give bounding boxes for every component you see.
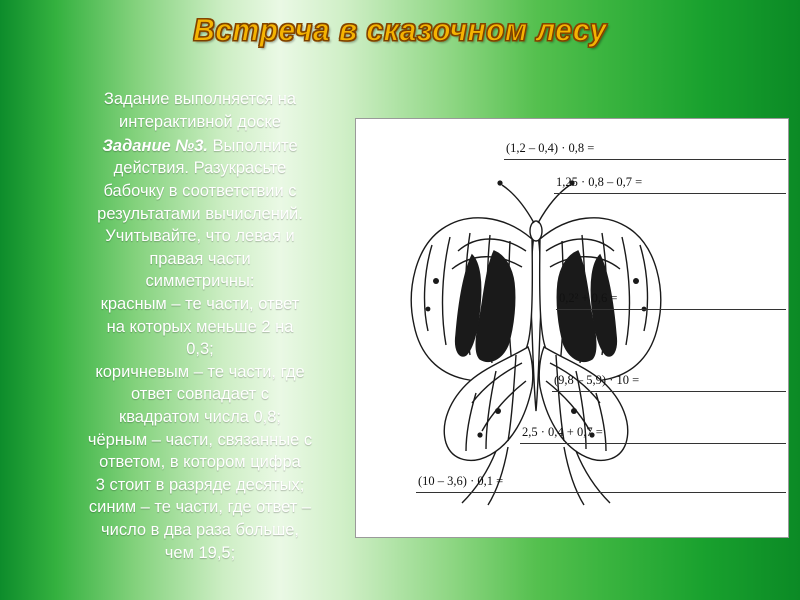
instruction-line-14: квадратом числа 0,8; bbox=[118, 408, 282, 427]
instruction-line-7: правая части bbox=[149, 249, 251, 268]
butterfly-figure bbox=[355, 118, 789, 538]
instruction-line-16: ответом, в котором цифра bbox=[99, 453, 301, 472]
instruction-line-2: интерактивной доске bbox=[119, 112, 281, 131]
task-heading bbox=[55, 135, 345, 157]
instruction-line-10: на которых меньше 2 на bbox=[106, 317, 294, 336]
instruction-line-13: ответ совпадает с bbox=[130, 385, 270, 404]
expression-2-rule bbox=[554, 193, 786, 194]
expression-6: (10 – 3,6) · 0,1 = bbox=[418, 474, 504, 488]
instruction-line-17: 3 стоит в разряде десятых; bbox=[95, 475, 305, 494]
expression-4-rule bbox=[552, 391, 786, 392]
expression-2: 1,25 · 0,8 – 0,7 = bbox=[556, 175, 643, 189]
instruction-line-6: Учитывайте, что левая и bbox=[105, 227, 295, 246]
instructions-text bbox=[55, 88, 345, 564]
instruction-line-12: коричневым – те части, где bbox=[95, 362, 305, 381]
instruction-line-5: результатами вычислений. bbox=[97, 204, 303, 223]
title-area bbox=[0, 14, 800, 48]
task-text: Выполните bbox=[207, 136, 298, 155]
instruction-line-1: Задание выполняется на bbox=[103, 90, 297, 108]
instruction-line-20: чем 19,5; bbox=[164, 543, 236, 562]
expression-5: 2,5 · 0,4 + 0,7 = bbox=[522, 425, 603, 439]
instruction-line-15: чёрным – части, связанные с bbox=[87, 430, 313, 449]
butterfly-illustration bbox=[376, 159, 696, 509]
page-title: Встреча в сказочном лесу bbox=[193, 13, 607, 48]
instruction-line-11: 0,3; bbox=[186, 340, 214, 359]
instruction-line-9: красным – те части, ответ bbox=[100, 294, 300, 313]
instruction-line-8: симметричны: bbox=[145, 272, 255, 291]
expression-6-rule bbox=[416, 492, 786, 493]
expression-1: (1,2 – 0,4) · 0,8 = bbox=[506, 141, 595, 155]
expression-5-rule bbox=[520, 443, 786, 444]
instruction-line-18: синим – те части, где ответ – bbox=[88, 498, 312, 517]
instruction-line-4: бабочку в соответствии с bbox=[103, 181, 297, 200]
expression-3-rule bbox=[556, 309, 786, 310]
expression-3: 0,2² + 0,6 = bbox=[559, 291, 618, 305]
instruction-line-19: число в два раза больше, bbox=[101, 521, 299, 540]
expression-1-rule bbox=[504, 159, 786, 160]
instruction-line-3: действия. Разукрасьте bbox=[113, 159, 287, 178]
expression-4: (9,8 – 5,9) · 10 = bbox=[554, 373, 640, 387]
task-label: Задание №3. bbox=[102, 136, 208, 155]
